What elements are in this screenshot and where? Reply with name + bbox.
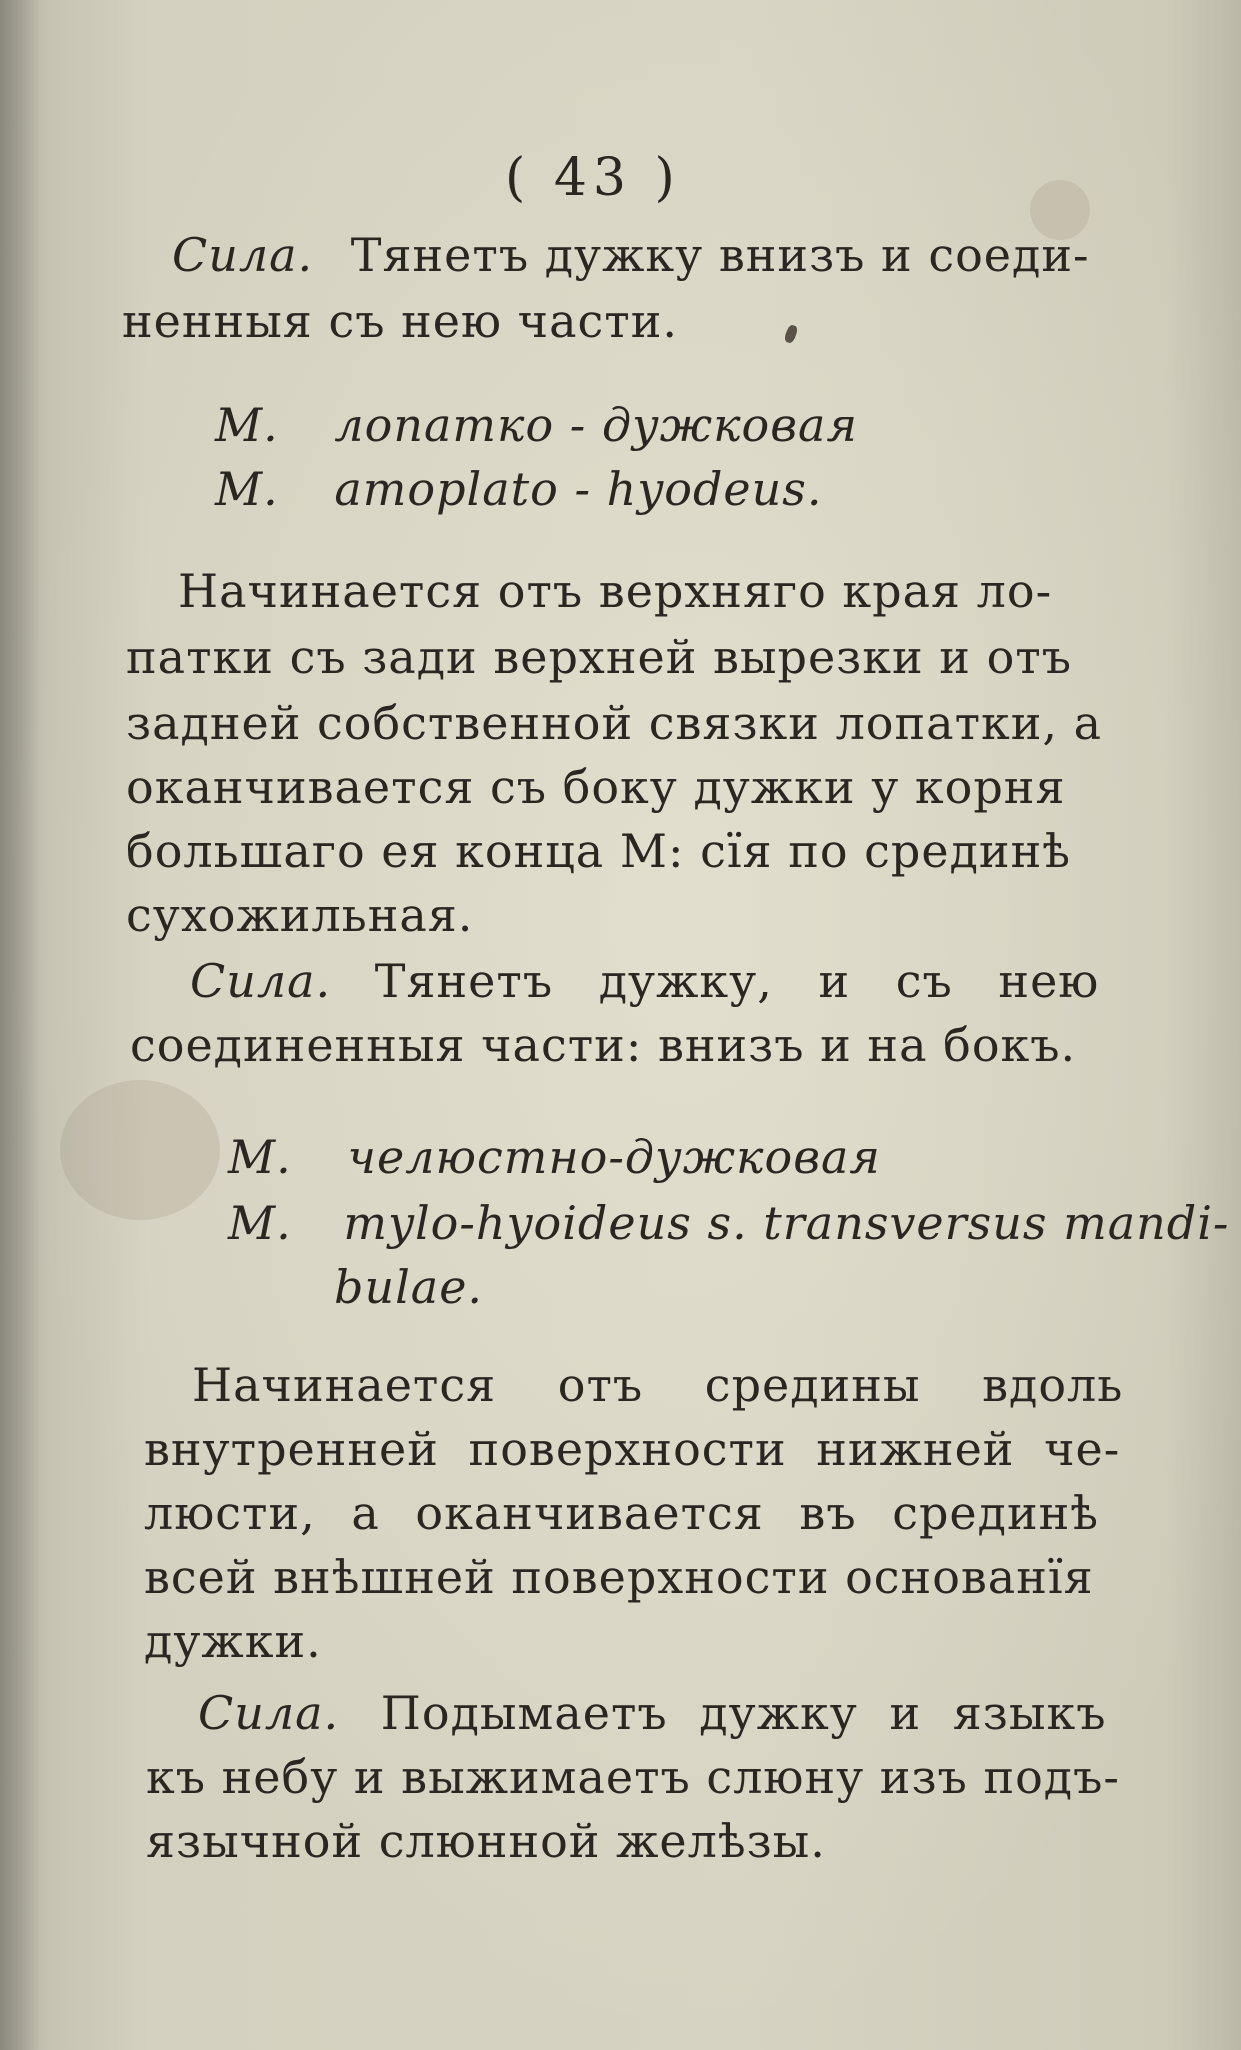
muscle-ru-heading — [228, 1130, 881, 1184]
muscle-la-heading — [228, 1196, 1230, 1250]
muscle-la-continuation: bulae. — [334, 1260, 484, 1314]
paper-stain — [60, 1080, 220, 1220]
paragraph-line: внутренней поверхности нижней че- — [144, 1422, 1121, 1476]
muscle-prefix: M. — [228, 1196, 292, 1250]
muscle-la-name: mylo-hyoideus s. transversus mandi- — [343, 1196, 1230, 1250]
paragraph-line: задней собственной связки лопатки, а — [126, 696, 1103, 750]
paragraph-line: большаго ея конца М: сїя по срединѣ — [126, 824, 1071, 878]
sila-text: Тянетъ дужку, и съ нею — [374, 954, 1100, 1008]
muscle-ru-name: лопатко - дужковая — [334, 398, 858, 452]
muscle-la-name: amoplato - hyodeus. — [334, 462, 823, 516]
sila-line-1 — [190, 954, 1100, 1008]
sila-line-1 — [172, 228, 1090, 282]
muscle-ru-name: челюстно-дужковая — [347, 1130, 881, 1184]
page-fold-shadow — [0, 0, 40, 2050]
sila-text: Тянетъ дужку внизъ и соеди- — [350, 228, 1090, 282]
page-number: ( 43 ) — [505, 148, 681, 208]
muscle-ru-heading — [215, 398, 858, 452]
sila-line-2: соединенныя части: внизъ и на бокъ. — [130, 1018, 1077, 1072]
sila-line-1 — [198, 1686, 1107, 1740]
paragraph-line: патки съ зади верхней вырезки и отъ — [126, 630, 1072, 684]
sila-line-2: къ небу и выжимаетъ слюну изъ подъ- — [146, 1750, 1120, 1804]
sila-text: Подымаетъ дужку и языкъ — [380, 1686, 1107, 1740]
sila-label: Сила. — [198, 1686, 340, 1740]
sila-line-2: ненныя съ нею части. — [122, 294, 678, 348]
sila-label: Сила. — [172, 228, 314, 282]
muscle-prefix: М. — [228, 1130, 292, 1184]
muscle-la-heading — [215, 462, 823, 516]
paragraph-line: люсти, а оканчивается въ срединѣ — [144, 1486, 1100, 1540]
paragraph-line: дужки. — [144, 1614, 322, 1668]
ink-spot — [783, 324, 799, 344]
paragraph-line: оканчивается съ боку дужки у корня — [126, 760, 1066, 814]
muscle-prefix: М. — [215, 398, 279, 452]
paragraph-line: сухожильная. — [126, 888, 474, 942]
paragraph-line: Начинается отъ средины вдоль — [192, 1358, 1124, 1412]
sila-label: Сила. — [190, 954, 332, 1008]
sila-line-3: язычной слюнной желѣзы. — [146, 1814, 826, 1868]
paragraph-line: всей внѣшней поверхности основанїя — [144, 1550, 1094, 1604]
paragraph-line: Начинается отъ верхняго края ло- — [178, 564, 1053, 618]
muscle-prefix: M. — [215, 462, 279, 516]
